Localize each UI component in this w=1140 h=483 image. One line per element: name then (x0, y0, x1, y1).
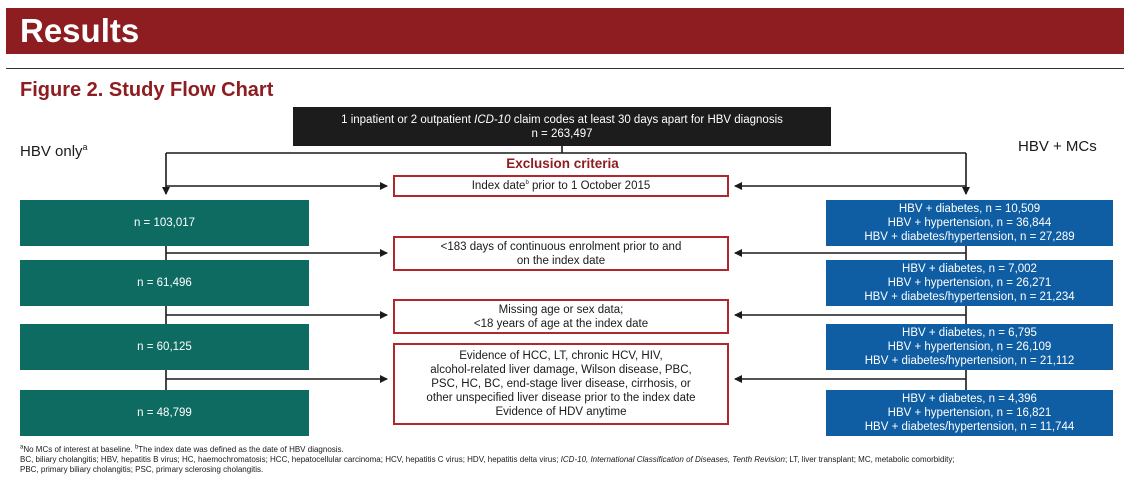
hbv-only-count: n = 48,799 (137, 407, 192, 419)
exclusion-box-4 (393, 343, 729, 425)
total-cohort-count: n = 263,497 (531, 127, 593, 140)
hypertension-count: HBV + hypertension, n = 36,844 (887, 217, 1052, 229)
hbv-mcs-box-3 (826, 324, 1113, 370)
hbv-only-box-3 (20, 324, 309, 370)
hypertension-count: HBV + hypertension, n = 26,109 (887, 341, 1052, 353)
diabetes-hypertension-count: HBV + diabetes/hypertension, n = 27,289 (864, 231, 1075, 243)
exclusion-4-line-1: Evidence of HCC, LT, chronic HCV, HIV, (459, 350, 663, 362)
footnote-line-3: PBC, primary biliary cholangitis; PSC, primary sclerosing cholangitis. (20, 465, 264, 474)
exclusion-2-line-1: <183 days of continuous enrolment prior to and (440, 240, 682, 253)
footnote-line-1: $^a$No MCs of interest at baseline. $^b$The index date was defined as the date of HBV diagnosis. (20, 444, 344, 454)
hbv-only-count: n = 61,496 (137, 277, 192, 289)
exclusion-2-line-2: on the index date (516, 254, 606, 267)
exclusion-box-2 (393, 236, 729, 271)
exclusion-4-line-2: alcohol-related liver damage, Wilson disease, PBC, (430, 364, 692, 376)
figure-title: Figure 2. Study Flow Chart (20, 79, 274, 101)
hypertension-count: HBV + hypertension, n = 26,271 (887, 277, 1052, 289)
exclusion-box-3 (393, 299, 729, 334)
hbv-only-box-2 (20, 260, 309, 306)
hbv-only-count: n = 60,125 (137, 341, 192, 353)
exclusion-3-line-1: Missing age or sex data; (498, 303, 624, 316)
exclusion-4-line-4: other unspecified liver disease prior to the index date (426, 392, 696, 404)
exclusion-1-text: Index date$^b$ prior to 1 October 2015 (471, 180, 651, 192)
hbv-mcs-box-1 (826, 200, 1113, 246)
footnotes (20, 445, 1120, 475)
hbv-only-count: n = 103,017 (133, 217, 196, 229)
diabetes-hypertension-count: HBV + diabetes/hypertension, n = 11,744 (864, 421, 1075, 433)
diabetes-count: HBV + diabetes, n = 10,509 (898, 203, 1041, 215)
diabetes-hypertension-count: HBV + diabetes/hypertension, n = 21,234 (864, 291, 1075, 303)
hypertension-count: HBV + hypertension, n = 16,821 (887, 407, 1052, 419)
hbv-only-label: HBV only$^a$ (20, 142, 88, 160)
exclusion-4-line-5: Evidence of HDV anytime (495, 406, 627, 418)
banner-title: Results (20, 12, 140, 49)
exclusion-box-1 (393, 175, 729, 197)
exclusion-criteria-title: Exclusion criteria (506, 156, 619, 171)
diabetes-count: HBV + diabetes, n = 7,002 (902, 263, 1037, 275)
hbv-mcs-label: HBV + MCs (1018, 138, 1097, 155)
diabetes-count: HBV + diabetes, n = 6,795 (902, 327, 1037, 339)
diabetes-count: HBV + diabetes, n = 4,396 (902, 393, 1037, 405)
hbv-mcs-box-4 (826, 390, 1113, 436)
hbv-mcs-box-2 (826, 260, 1113, 306)
hbv-only-box-4 (20, 390, 309, 436)
total-cohort-box (293, 107, 831, 146)
exclusion-4-line-3: PSC, HC, BC, end-stage liver disease, cirrhosis, or (431, 378, 691, 390)
hbv-only-box-1 (20, 200, 309, 246)
exclusion-3-line-2: <18 years of age at the index date (473, 317, 649, 330)
total-cohort-criteria: 1 inpatient or 2 outpatient ICD-10 claim codes at least 30 days apart for HBV diagnosis (341, 113, 783, 126)
diabetes-hypertension-count: HBV + diabetes/hypertension, n = 21,112 (864, 355, 1075, 367)
footnote-line-2: BC, biliary cholangitis; HBV, hepatitis B virus; HC, haemochromatosis; HCC, hepatocellular carcinoma; HCV, hepatitis C virus; HDV, hepatitis delta virus; ICD-10, International Classification of Diseases, Tenth Revision; LT, liver transplant; MC, metabolic comorbidity; (20, 455, 955, 464)
